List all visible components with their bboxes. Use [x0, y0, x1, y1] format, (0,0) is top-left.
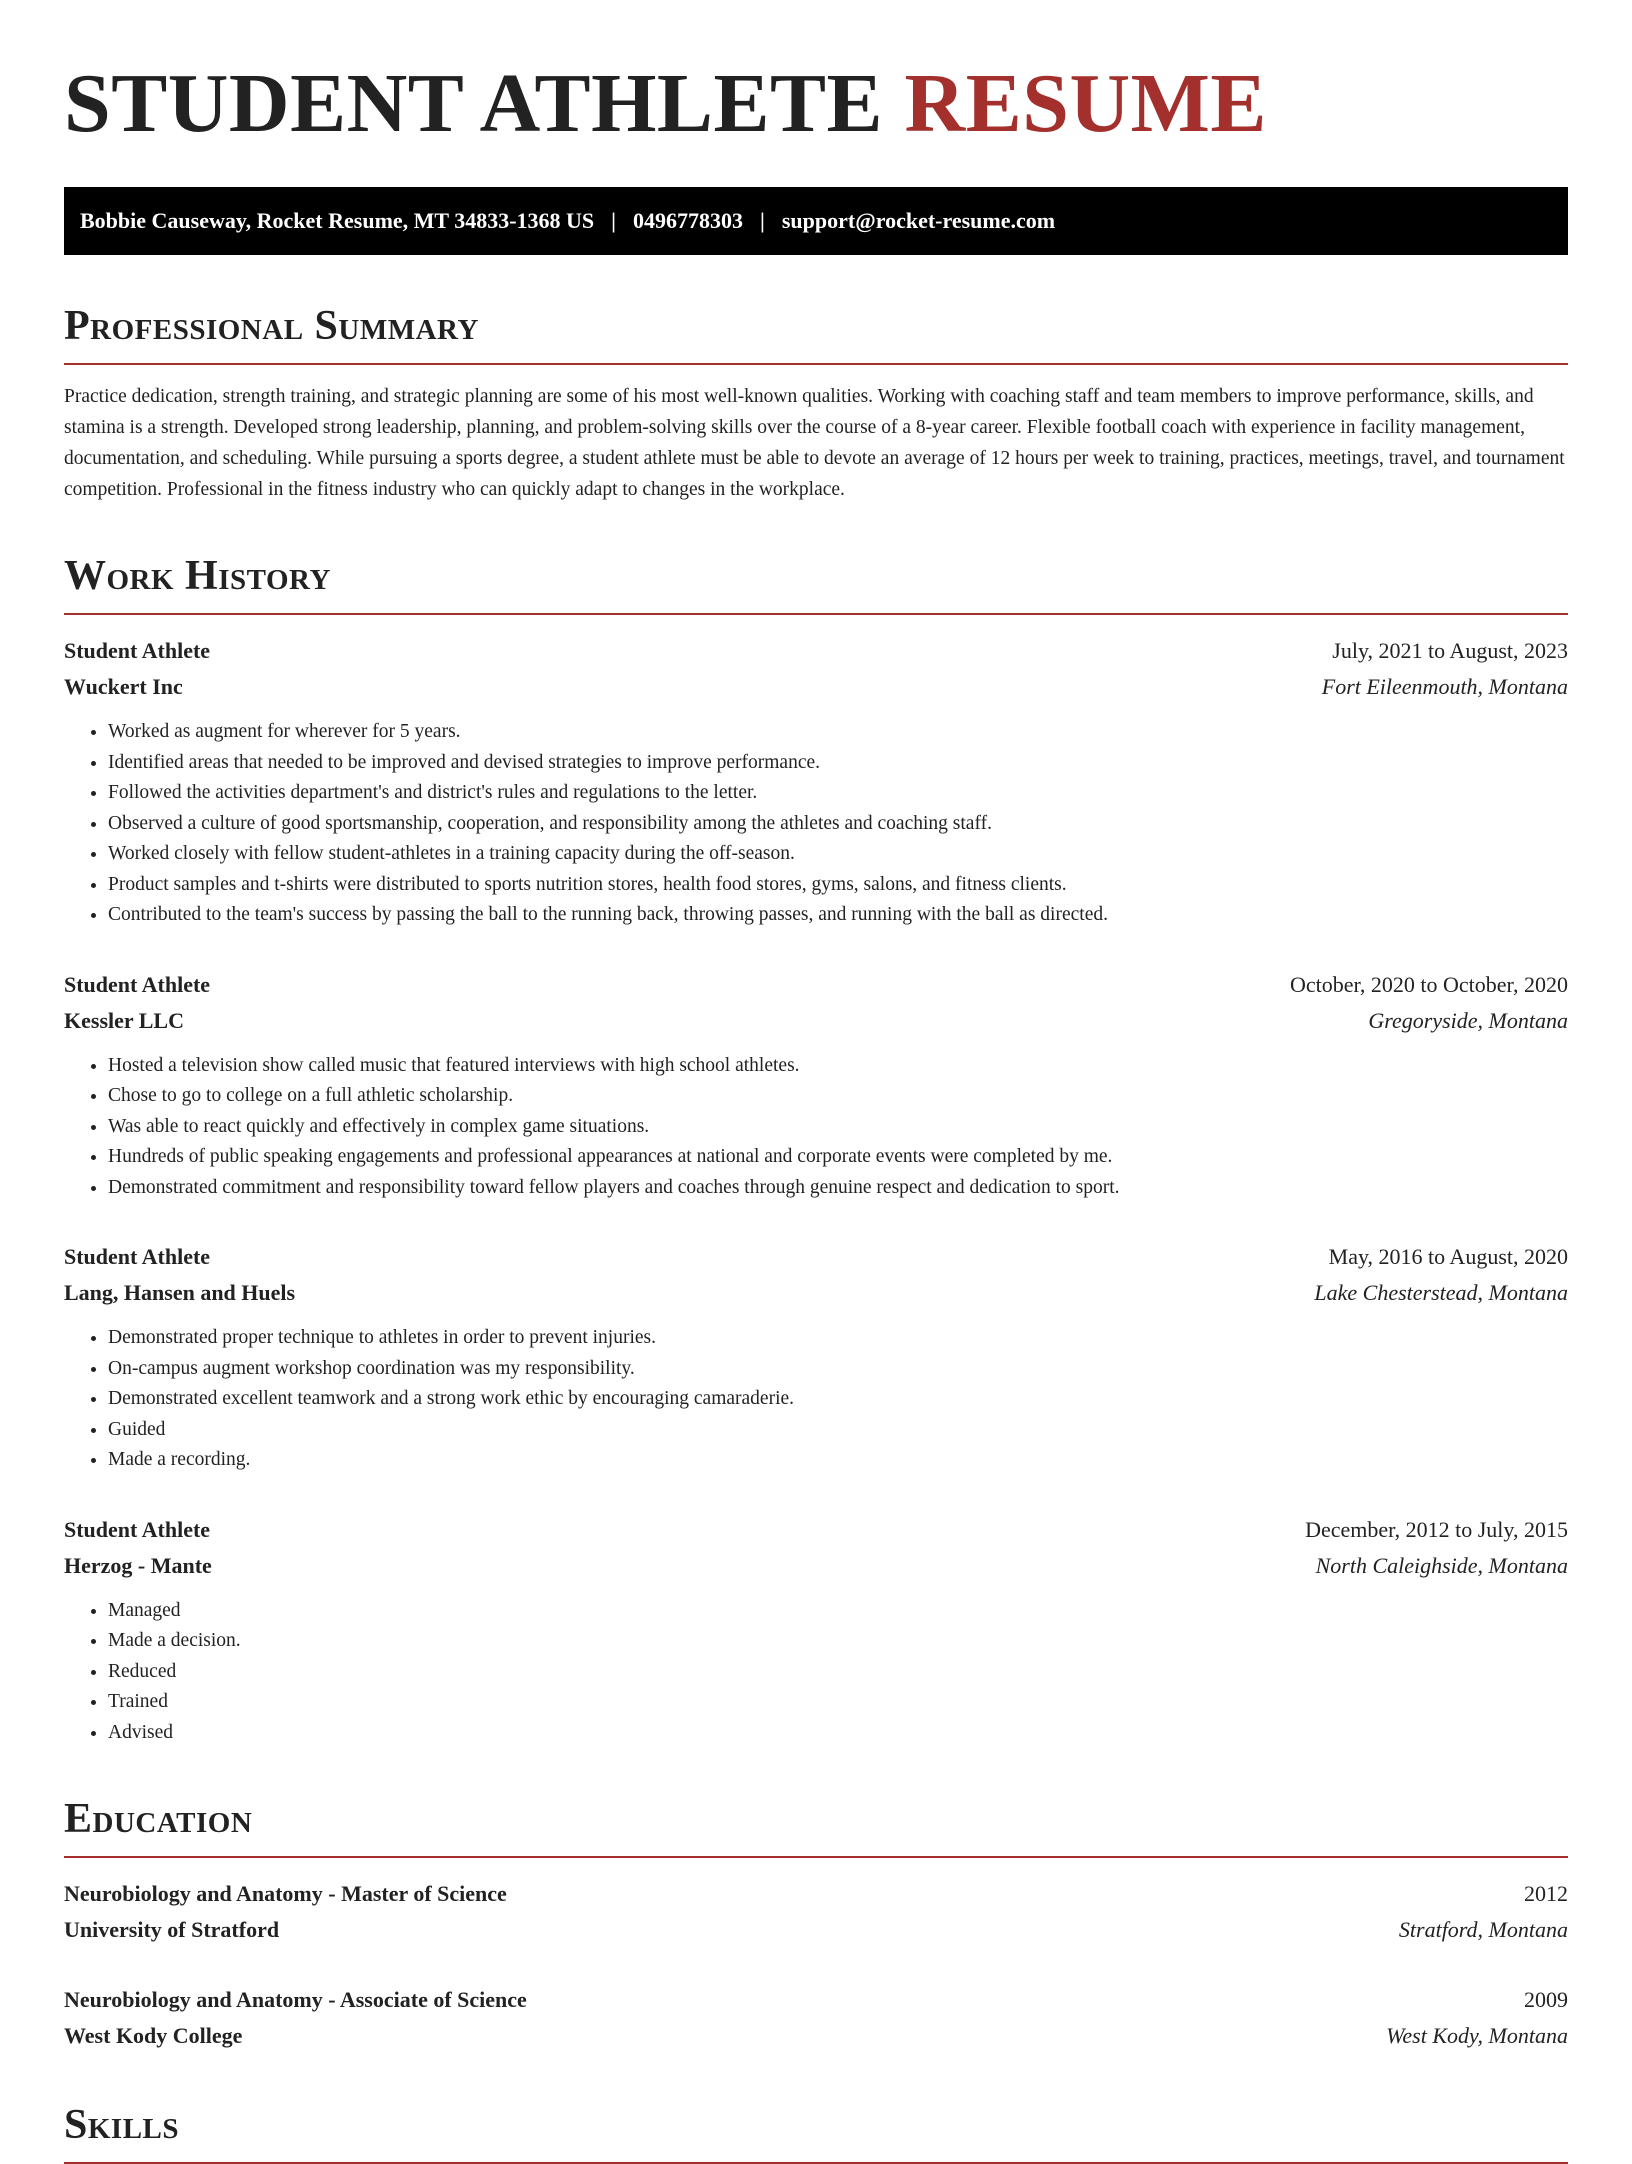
job-dates: July, 2021 to August, 2023	[1332, 638, 1568, 663]
job-dates: October, 2020 to October, 2020	[1289, 971, 1568, 997]
section-divider	[64, 613, 1568, 615]
section-heading: Professional Summary	[64, 303, 479, 349]
job-location: Lake Chesterstead, Montana	[1314, 1280, 1568, 1305]
education-location: West Kody, Montana	[1386, 2023, 1568, 2048]
education-school: University of Stratford	[64, 1917, 280, 1942]
education-entry	[64, 1982, 1568, 2054]
jobs-list	[64, 633, 1568, 1748]
education-entry	[64, 1876, 1568, 1948]
education-location: Stratford, Montana	[1398, 1917, 1568, 1942]
list-item: • Advised	[108, 1718, 1568, 1749]
resume-title	[64, 56, 1568, 152]
title-accent: RESUME	[904, 57, 1267, 150]
education-school-row	[64, 2018, 1568, 2054]
list-item: • Made a decision.	[108, 1626, 1568, 1657]
education-year: 2012	[1524, 1881, 1568, 1906]
job-location: Fort Eileenmouth, Montana	[1321, 674, 1568, 699]
job-company-row	[64, 1275, 1568, 1311]
list-item: • On-campus augment workshop coordination was my responsibility.	[108, 1354, 1568, 1385]
job-company-row	[64, 669, 1568, 705]
contact-bar	[64, 187, 1568, 255]
job-location: North Caleighside, Montana	[1315, 1552, 1568, 1578]
list-item: • Hosted a television show called music that featured interviews with high school athletes.	[108, 1051, 1568, 1082]
list-item: • Identified areas that needed to be improved and devised strategies to improve performance.	[108, 748, 1568, 779]
list-item: • Chose to go to college on a full athletic scholarship.	[108, 1081, 1568, 1112]
education-section	[64, 1794, 1568, 2054]
job-bullets	[64, 1596, 1568, 1749]
list-item: • Managed	[108, 1596, 1568, 1627]
list-item: • Demonstrated proper technique to athletes in order to prevent injuries.	[108, 1323, 1568, 1354]
list-item: • Guided	[108, 1415, 1568, 1446]
job-location: Gregoryside, Montana	[1368, 1007, 1568, 1033]
contact-email: support@rocket-resume.com	[781, 208, 1056, 233]
job-bullets	[64, 717, 1568, 931]
job-entry	[64, 1512, 1568, 1749]
list-item: • Followed the activities department's and district's rules and regulations to the letter.	[108, 778, 1568, 809]
education-degree-row	[64, 1982, 1568, 2018]
education-degree-row	[64, 1876, 1568, 1912]
skills-section	[64, 2100, 1568, 2164]
contact-phone: 0496778303	[633, 208, 744, 233]
education-degree: Neurobiology and Anatomy - Master of Science	[64, 1881, 507, 1906]
list-item: • Contributed to the team's success by passing the ball to the running back, throwing passes, and running with the ball as directed.	[108, 900, 1568, 931]
job-title: Student Athlete	[64, 638, 211, 663]
title-main: STUDENT ATHLETE	[64, 57, 884, 150]
section-divider	[64, 363, 1568, 365]
section-heading: Education	[64, 1796, 253, 1842]
education-school-row	[64, 1912, 1568, 1948]
section-heading: Skills	[64, 2102, 180, 2148]
job-header-row	[64, 1239, 1568, 1275]
job-company-row	[64, 1003, 1568, 1039]
job-title: Student Athlete	[64, 1516, 211, 1542]
summary-text: Practice dedication, strength training, and strategic planning are some of his most well-known qualities. Working with coaching staff and team members to improve performance, skills, and stamina is a strength. Developed strong leadership, planning, and problem-solving skills over the course of a 8-year career. Flexible football coach with experience in facility management, documentation, and scheduling. While pursuing a sports degree, a student athlete must be able to devote an average of 12 hours per week to training, practices, meetings, travel, and tournament competition. Professional in the fitness industry who can quickly adapt to changes in the workplace.	[64, 386, 1565, 500]
list-item: • Worked as augment for wherever for 5 years.	[108, 717, 1568, 748]
work-history-section	[64, 551, 1568, 1748]
job-company-row	[64, 1548, 1568, 1584]
job-company: Wuckert Inc	[64, 674, 183, 699]
education-degree: Neurobiology and Anatomy - Associate of Science	[64, 1987, 527, 2012]
contact-separator: |	[611, 208, 617, 233]
contact-address: Bobbie Causeway, Rocket Resume, MT 34833-1368 US	[80, 208, 595, 233]
education-list	[64, 1876, 1568, 2054]
job-dates: May, 2016 to August, 2020	[1328, 1244, 1568, 1269]
job-title: Student Athlete	[64, 1244, 211, 1269]
list-item: • Worked closely with fellow student-athletes in a training capacity during the off-season.	[108, 839, 1568, 870]
section-divider	[64, 1856, 1568, 1858]
job-header-row	[64, 967, 1568, 1003]
job-company: Lang, Hansen and Huels	[64, 1280, 296, 1305]
job-header-row	[64, 633, 1568, 669]
contact-separator: |	[760, 208, 765, 233]
job-entry	[64, 633, 1568, 931]
list-item: • Reduced	[108, 1657, 1568, 1688]
list-item: • Made a recording.	[108, 1445, 1568, 1476]
job-header-row	[64, 1512, 1568, 1548]
list-item: • Demonstrated commitment and responsibility toward fellow players and coaches through genuine respect and dedication to sport.	[108, 1173, 1568, 1204]
list-item: • Trained	[108, 1687, 1568, 1718]
summary-section	[64, 301, 1568, 505]
list-item: • Hundreds of public speaking engagements and professional appearances at national and corporate events were completed by me.	[108, 1142, 1568, 1173]
list-item: • Demonstrated excellent teamwork and a strong work ethic by encouraging camaraderie.	[108, 1384, 1568, 1415]
list-item: • Was able to react quickly and effectively in complex game situations.	[108, 1112, 1568, 1143]
list-item: • Product samples and t-shirts were distributed to sports nutrition stores, health food stores, gyms, salons, and fitness clients.	[108, 870, 1568, 901]
job-company: Herzog - Mante	[64, 1552, 212, 1578]
job-company: Kessler LLC	[64, 1007, 184, 1033]
job-title: Student Athlete	[64, 971, 211, 997]
education-year: 2009	[1524, 1987, 1568, 2012]
section-heading: Work History	[64, 553, 331, 599]
job-dates: December, 2012 to July, 2015	[1305, 1516, 1568, 1542]
job-entry	[64, 1239, 1568, 1476]
list-item: • Observed a culture of good sportsmanship, cooperation, and responsibility among the athletes and coaching staff.	[108, 809, 1568, 840]
education-school: West Kody College	[64, 2023, 243, 2048]
job-entry	[64, 967, 1568, 1204]
job-bullets	[64, 1051, 1568, 1204]
job-bullets	[64, 1323, 1568, 1476]
